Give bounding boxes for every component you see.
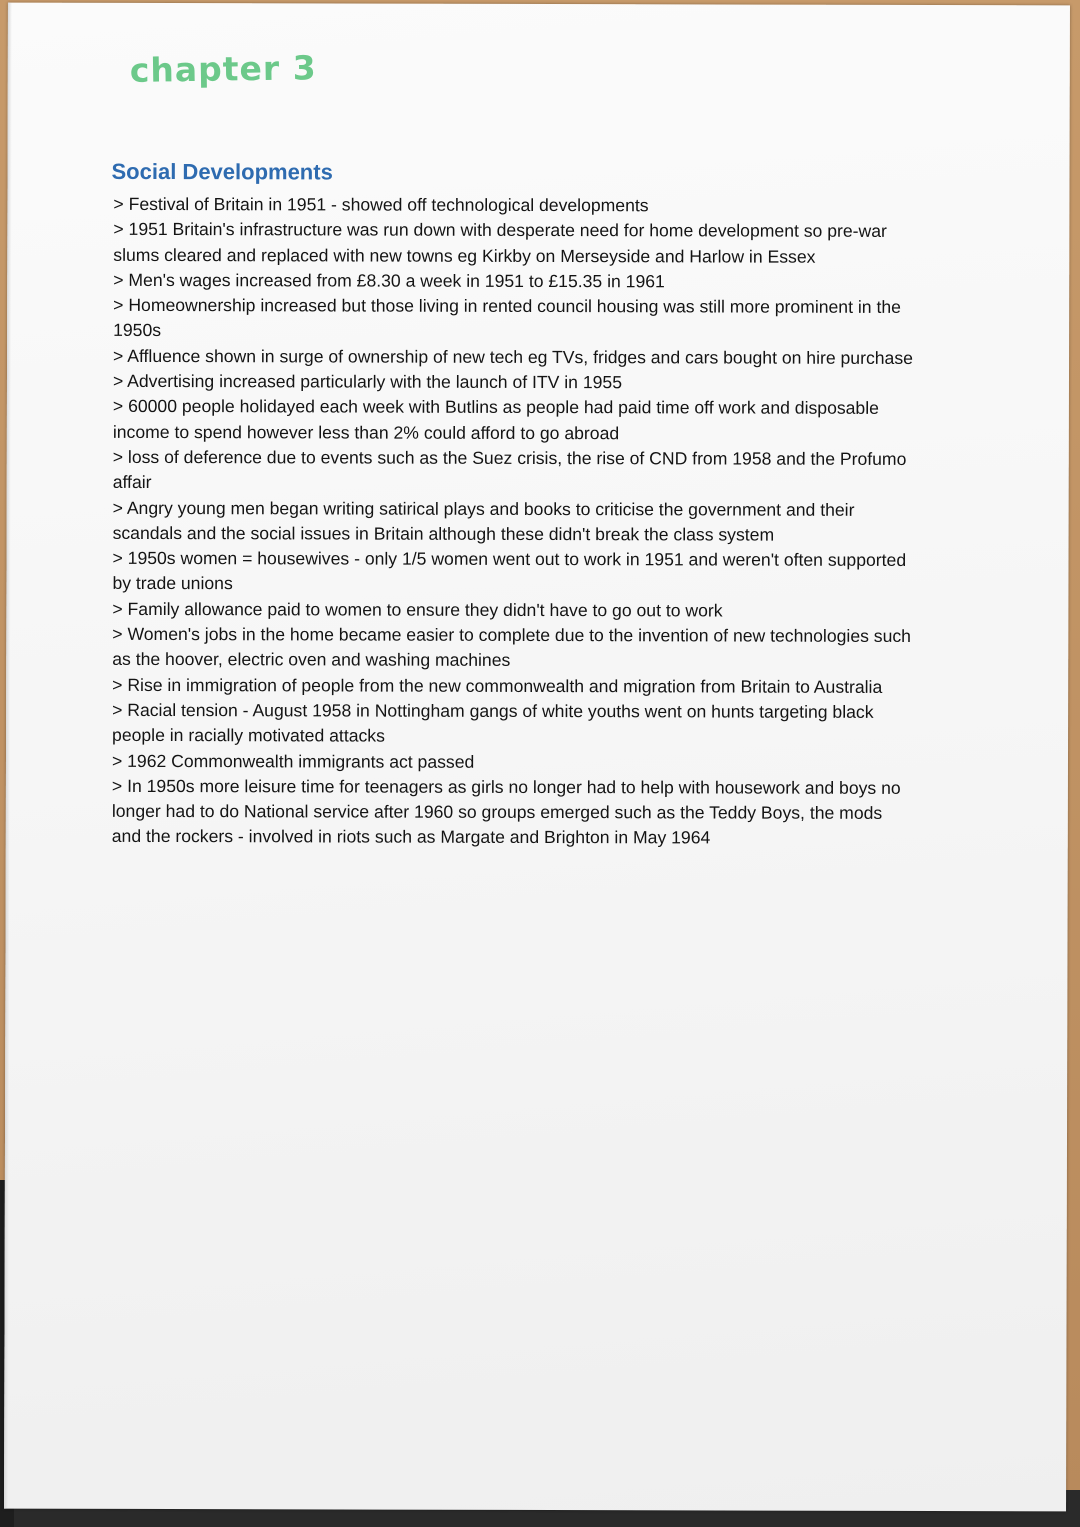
note-item: > Homeownership increased but those living in rented council housing was still more prominent in the 1950s: [113, 295, 901, 341]
note-item: > In 1950s more leisure time for teenagers as girls no longer had to help with housework and boys no longer had to do National service after 1960 so groups emerged such as the Teddy Boys, the mods and the rockers - involved in riots such as Margate and Brighton in May 1964: [111, 775, 901, 848]
note-item: > Angry young men began writing satirical plays and books to criticise the government and their scandals and the social issues in Britain although these didn't break the class system: [112, 497, 855, 545]
chapter-heading: chapter 3: [129, 48, 317, 90]
note-item: > Men's wages increased from £8.30 a week in 1951 to £15.35 in 1961: [113, 269, 665, 292]
note-item: > 60000 people holidayed each week with Butlins as people had paid time off work and disposable income to spend however less than 2% could afford to go abroad: [112, 396, 879, 443]
note-item: > Advertising increased particularly with the launch of ITV in 1955: [112, 370, 623, 393]
note-item: > Affluence shown in surge of ownership of new tech eg TVs, fridges and cars bought on hire purchase: [113, 345, 913, 368]
note-item: > Racial tension - August 1958 in Nottingham gangs of white youths went on hunts targeting black people in racially motivated attacks: [112, 699, 874, 746]
note-item: > Festival of Britain in 1951 - showed off technological developments: [113, 193, 649, 216]
note-item: > 1962 Commonwealth immigrants act passed: [111, 750, 475, 772]
paper-sheet: [4, 3, 1070, 1512]
note-item: > 1950s women = housewives - only 1/5 women went out to work in 1951 and weren't often supported by trade unions: [112, 548, 907, 594]
note-item: > Women's jobs in the home became easier to complete due to the invention of new technologies such as the hoover, electric oven and washing machines: [112, 623, 912, 671]
note-item: > Rise in immigration of people from the new commonwealth and migration from Britain to Australia: [112, 674, 883, 697]
notes-list: [112, 192, 914, 852]
section-title: Social Developments: [111, 158, 333, 185]
note-item: > loss of deference due to events such as the Suez crisis, the rise of CND from 1958 and the Profumo affair: [112, 446, 907, 493]
note-item: > Family allowance paid to women to ensure they didn't have to go out to work: [112, 598, 723, 621]
note-item: > 1951 Britain's infrastructure was run down with desperate need for home development so pre-war slums cleared and replaced with new towns eg Kirkby on Merseyside and Harlow in Essex: [113, 219, 887, 267]
